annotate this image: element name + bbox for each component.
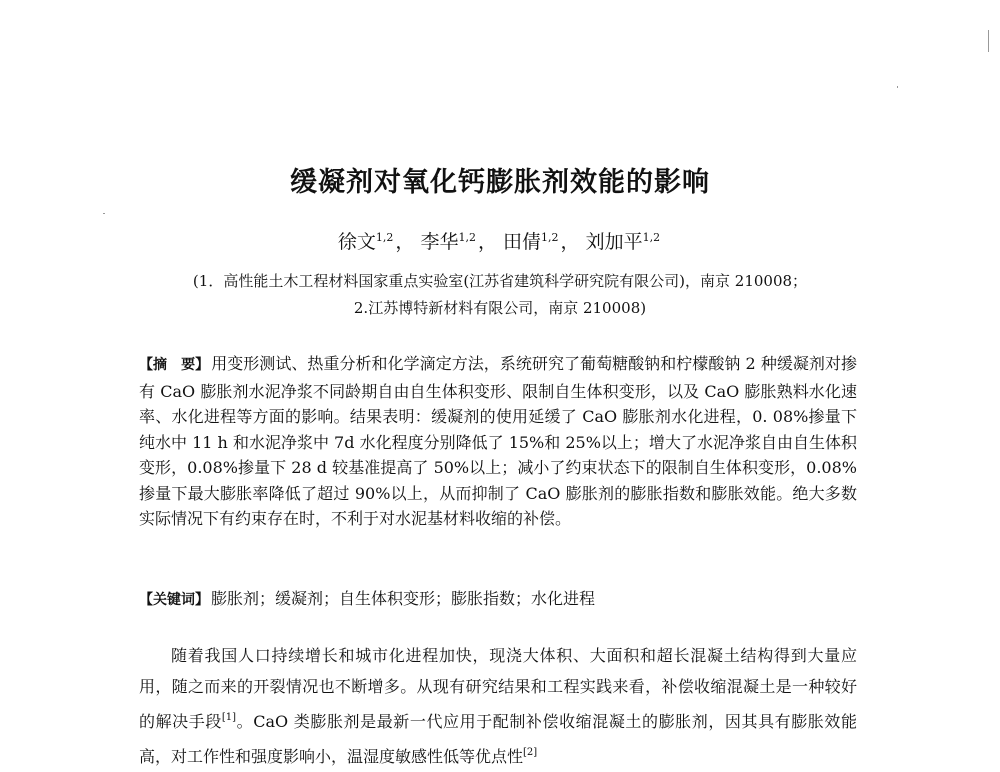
- body-paragraph: 随着我国人口持续增长和城市化进程加快，现浇大体积、大面积和超长混凝土结构得到大量应用，随之而来的开裂情况也不断增多。从现有研究结果和工程实践来看，补偿收缩混凝土是一种较好的解决手段[1]。CaO 类膨胀剂是最新一代应用于配制补偿收缩混凝土的膨胀剂，因其具有膨胀效能高，对工作性和强度影响小，温湿度敏感性低等优点性[2]: [139, 646, 857, 766]
- scan-speck: [988, 30, 989, 52]
- affiliation-line-1: (1．高性能土木工程材料国家重点实验室(江苏省建筑科学研究院有限公司)，南京 210008；: [192, 272, 808, 290]
- keywords-label: 【关键词】: [139, 592, 209, 608]
- author: 徐文$^{1,2}$ ，: [337, 231, 415, 253]
- author-list: [0, 227, 1000, 254]
- keywords-text: 膨胀剂；缓凝剂；自生体积变形；膨胀指数；水化进程: [211, 589, 596, 608]
- abstract-label: 【摘 要】: [139, 357, 210, 373]
- citation-ref[interactable]: [1]: [221, 712, 237, 723]
- affiliation-line-2: 2.江苏博特新材料有限公司，南京 210008): [353, 299, 647, 317]
- paper-title: 缓凝剂对氧化钙膨胀剂效能的影响: [290, 167, 710, 198]
- scan-speck: [897, 86, 898, 88]
- citation-ref[interactable]: [2]: [523, 747, 538, 758]
- author: 李华$^{1,2}$ ，: [420, 231, 497, 253]
- keywords: [139, 586, 857, 613]
- abstract-text: 用变形测试、热重分析和化学滴定方法，系统研究了葡萄糖酸钠和柠檬酸钠 2 种缓凝剂对掺有 CaO 膨胀剂水泥净浆不同龄期自由自生体积变形、限制自生体积变形，以及 CaO 膨胀熟料水化速率、水化进程等方面的影响。结果表明：缓凝剂的使用延缓了 CaO 膨胀剂水化进程，0. 08%掺量下纯水中 11 h 和水泥净浆中 7d 水化程度分别降低了 15%和 25%以上；增大了水泥净浆自由自生体积变形，0.08%掺量下 28 d 较基准提高了 50%以上；减小了约束状态下的限制自生体积变形，0.08%掺量下最大膨胀率降低了超过 90%以上，从而抑制了 CaO 膨胀剂的膨胀指数和膨胀效能。绝大多数实际情况下有约束存在时，不利于对水泥基材料收缩的补偿。: [139, 354, 857, 528]
- author: 田倩$^{1,2}$ ，: [503, 231, 580, 253]
- author: 刘加平$^{1,2}$: [585, 231, 661, 253]
- scan-speck: [103, 213, 105, 214]
- abstract: [139, 351, 857, 532]
